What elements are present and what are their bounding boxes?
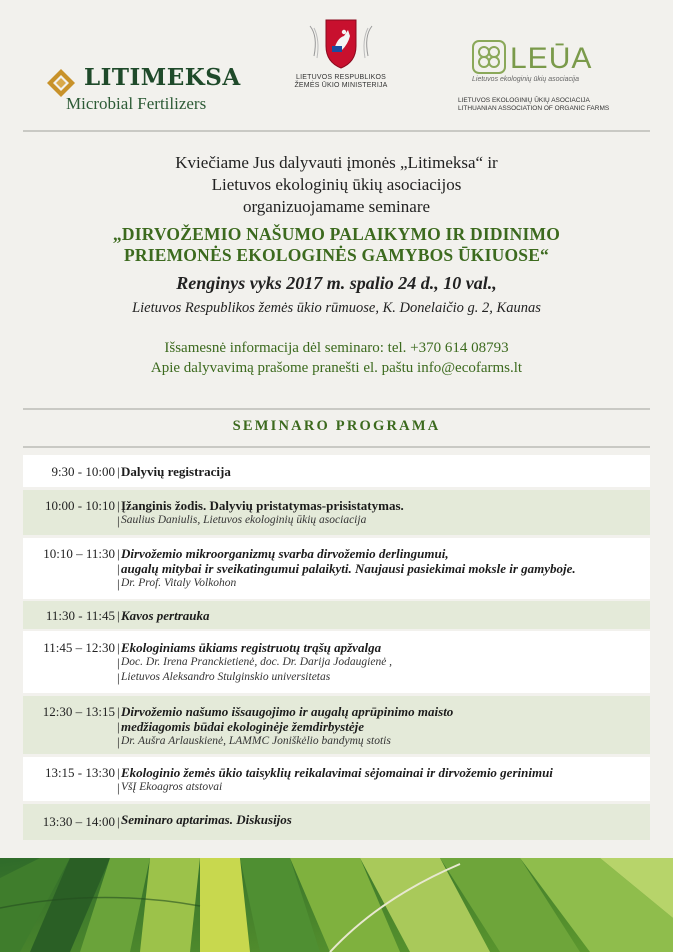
row-separator: | [117,655,120,670]
row-title: Kavos pertrauka [121,608,210,623]
ministry-line-2: ŽEMĖS ŪKIO MINISTERIJA [294,82,388,89]
row-title: augalų mitybai ir sveikatingumui palaikyti. Naujausi pasiekimai moksle ir gamyboje. [121,561,576,576]
row-separator: | [117,765,120,780]
litimeksa-logo [46,64,246,114]
litimeksa-name: LITIMEKSA [84,64,241,91]
row-time: 10:00 - 10:10 [44,498,115,513]
program-row [23,490,650,535]
ministry-logo [286,16,396,96]
invite-line-1: Kviečiame Jus dalyvauti įmonės „Litimeksa“ ir [175,153,498,172]
row-time: 11:30 - 11:45 [45,608,115,623]
event-date: Renginys vyks 2017 m. spalio 24 d., 10 val., [176,273,497,293]
row-speaker: VšĮ Ekoagros atstovai [121,781,223,793]
program-row [23,696,650,754]
row-time: 9:30 - 10:00 [51,464,115,479]
row-title: Dirvožemio našumo išsaugojimo ir augalų aprūpinimo maisto [121,704,454,719]
row-time: 10:10 – 11:30 [43,546,115,561]
row-speaker: Lietuvos Aleksandro Stulginskio universitetas [121,671,331,683]
program-row [23,631,650,693]
vytis-crest-icon [304,16,378,72]
leua-tagline: Lietuvos ekologinių ūkių asociacija [472,76,580,83]
row-time: 11:45 – 12:30 [43,640,115,655]
row-title: Ekologiniams ūkiams registruotų trąšų apžvalga [121,640,382,655]
header-divider [23,130,650,132]
leua-line-1: LIETUVOS EKOLOGINIŲ ŪKIŲ ASOCIACIJA [458,97,590,104]
program-row [23,601,650,629]
row-separator: | [117,513,120,528]
info-email: Apie dalyvavimą prašome pranešti el. paštu info@ecofarms.lt [150,360,523,376]
row-separator: | [117,704,120,719]
invite-line-3: organizuojamame seminare [242,197,431,216]
leua-logo [446,38,616,118]
program-row [23,455,650,487]
row-separator: | [117,719,120,734]
row-separator: | [117,670,120,685]
program-table [23,455,650,845]
program-heading: SEMINARO PROGRAMA [232,418,441,434]
row-title: Ekologinio žemės ūkio taisyklių reikalavimai sėjomainai ir dirvožemio gerinimui [121,765,553,780]
row-speaker: Dr. Prof. Vitaly Volkohon [121,577,237,589]
row-title: Įžanginis žodis. Dalyvių pristatymas-prisistatymas. [121,498,404,513]
seminar-title-line-2: PRIEMONĖS EKOLOGINĖS GAMYBOS ŪKIUOSE“ [123,245,550,265]
row-separator: | [117,546,120,561]
row-separator: | [117,814,120,829]
row-time: 13:30 – 14:00 [42,814,115,829]
row-title: Seminaro aptarimas. Diskusijos [121,812,292,827]
invite-line-2: Lietuvos ekologinių ūkių asociacijos [211,175,462,194]
row-time: 13:15 - 13:30 [44,765,115,780]
program-row [23,538,650,599]
program-row [23,757,650,801]
row-title: medžiagomis būdai ekologinėje žemdirbystėje [121,719,365,734]
seminar-title-line-1: „DIRVOŽEMIO NAŠUMO PALAIKYMO IR DIDINIMO [112,224,561,244]
leua-clover-icon [472,40,506,74]
row-speaker: Doc. Dr. Irena Pranckietienė, doc. Dr. Darija Jodaugienė , [121,656,393,668]
row-speaker: Dr. Aušra Arlauskienė, LAMMC Joniškėlio bandymų stotis [121,735,391,747]
program-row [23,804,650,840]
row-speaker: Saulius Daniulis, Lietuvos ekologinių ūkių asociacija [121,514,367,526]
row-separator: | [117,576,120,591]
leua-word: LEŪA [510,42,593,75]
row-separator: | [117,464,120,479]
row-separator: | [117,498,120,513]
row-time: 12:30 – 13:15 [42,704,115,719]
row-title: Dirvožemio mikroorganizmų svarba dirvožemio derlingumui, [121,546,449,561]
row-separator: | [117,561,120,576]
row-separator: | [117,640,120,655]
event-location: Lietuvos Respublikos žemės ūkio rūmuose, K. Donelaičio g. 2, Kaunas [132,300,541,316]
info-phone: Išsamesnė informacija dėl seminaro: tel. +370 614 08793 [164,340,509,356]
row-separator: | [117,734,120,749]
program-divider-top [23,408,650,410]
ministry-line-1: LIETUVOS RESPUBLIKOS [296,74,386,81]
row-separator: | [117,780,120,795]
program-divider-bottom [23,446,650,448]
row-title: Dalyvių registracija [121,464,231,479]
litimeksa-subtitle: Microbial Fertilizers [66,94,207,113]
field-photo-banner [0,858,673,952]
leua-line-2: LITHUANIAN ASSOCIATION OF ORGANIC FARMS [458,105,610,112]
row-separator: | [117,608,120,623]
